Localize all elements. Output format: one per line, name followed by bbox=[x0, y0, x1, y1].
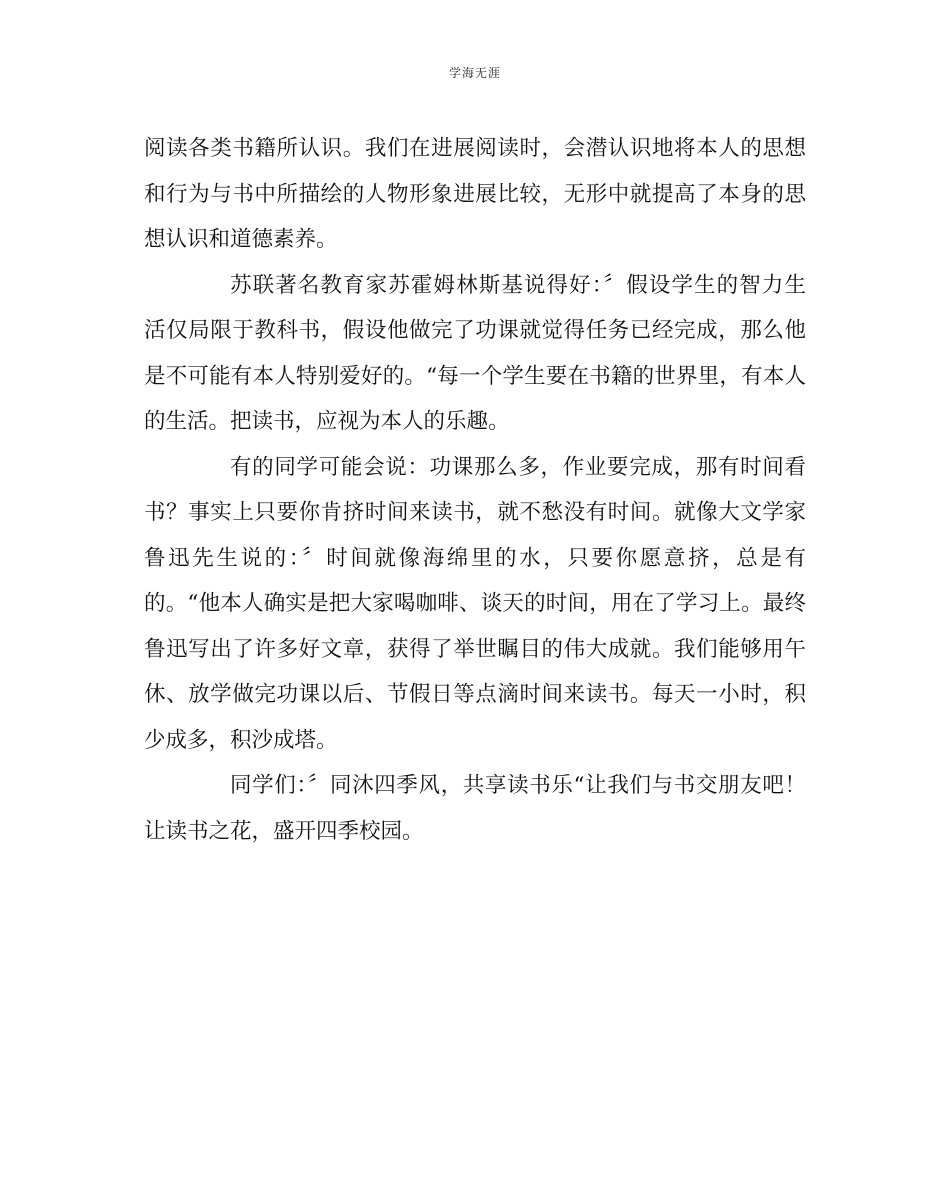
text-line: 苏联著名教育家苏霍姆林斯基说得好：〞假设学生的智力生 bbox=[230, 272, 806, 298]
text-line: 的生活。把读书，应视为本人的乐趣。 bbox=[144, 409, 510, 434]
text-line: 休、放学做完功课以后、节假日等点滴时间来读书。每天一小时，积 bbox=[144, 682, 806, 707]
text-line: 鲁迅写出了许多好文章，获得了举世瞩目的伟大成就。我们能够用午 bbox=[144, 636, 806, 662]
text-line: 活仅局限于教科书，假设他做完了功课就觉得任务已经完成，那么他 bbox=[144, 318, 806, 343]
text-line: 是不可能有本人特别爱好的。“每一个学生要在书籍的世界里，有本人 bbox=[144, 363, 806, 389]
text-line: 和行为与书中所描绘的人物形象进展比较，无形中就提高了本身的思 bbox=[144, 181, 806, 207]
text-line: 想认识和道德素养。 bbox=[144, 227, 338, 252]
text-line: 让读书之花，盛开四季校园。 bbox=[144, 818, 424, 844]
text-line: 少成多，积沙成塔。 bbox=[144, 727, 338, 753]
text-line: 书？事实上只要你肯挤时间来读书，就不愁没有时间。就像大文学家 bbox=[144, 500, 806, 525]
text-line: 鲁迅先生说的：〞时间就像海绵里的水，只要你愿意挤，总是有 bbox=[144, 545, 806, 571]
text-line: 同学们：〞同沐四季风，共享读书乐“让我们与书交朋友吧！ bbox=[230, 773, 806, 798]
document-body bbox=[144, 126, 806, 854]
text-line: 的。“他本人确实是把大家喝咖啡、谈天的时间，用在了学习上。最终 bbox=[144, 591, 806, 616]
text-line: 有的同学可能会说：功课那么多，作业要完成，那有时间看 bbox=[230, 454, 806, 480]
page-header: 学海无涯 bbox=[448, 66, 501, 80]
text-line: 阅读各类书籍所认识。我们在进展阅读时，会潜认识地将本人的思想 bbox=[144, 136, 806, 161]
